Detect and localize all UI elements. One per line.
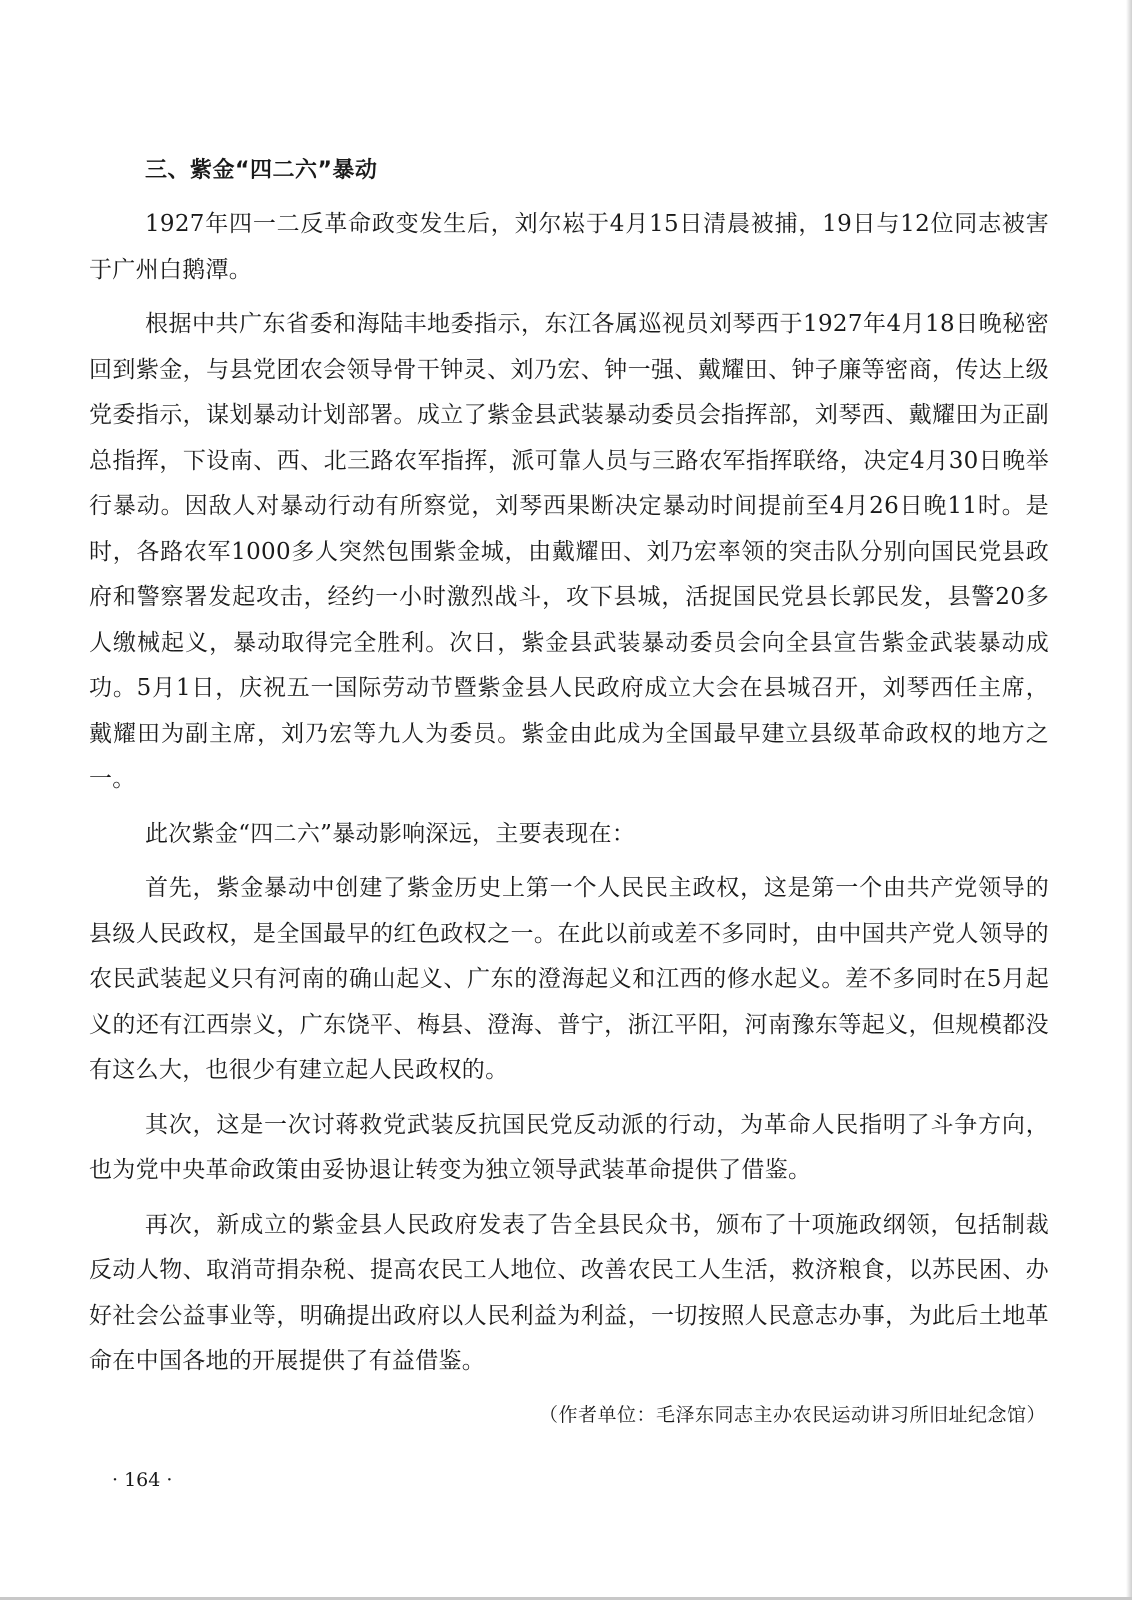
paragraph-3: 此次紫金“四二六”暴动影响深远，主要表现在： bbox=[145, 820, 636, 847]
paragraph-1: 1927年四一二反革命政变发生后，刘尔崧于4月15日清晨被捕，19日与12位同志被害于广州白鹅潭。 bbox=[89, 211, 1049, 283]
author-affiliation: （作者单位：毛泽东同志主办农民运动讲习所旧址纪念馆） bbox=[538, 1404, 1046, 1426]
section-heading: 三、紫金“四二六”暴动 bbox=[145, 158, 378, 183]
page-edge-shadow bbox=[1126, 0, 1132, 1600]
paragraph-6: 再次，新成立的紫金县人民政府发表了告全县民众书，颁布了十项施政纲领，包括制裁反动人物、取消苛捐杂税、提高农民工人地位、改善农民工人生活，救济粮食，以苏民困、办好社会公益事业等，明确提出政府以人民利益为利益，一切按照人民意志办事，为此后土地革命在中国各地的开展提供了有益借鉴。 bbox=[89, 1211, 1049, 1374]
paragraph-5: 其次，这是一次讨蒋救党武装反抗国民党反动派的行动，为革命人民指明了斗争方向，也为党中央革命政策由妥协退让转变为独立领导武装革命提供了借鉴。 bbox=[89, 1111, 1049, 1183]
article-body bbox=[89, 148, 1049, 1394]
paragraph-2: 根据中共广东省委和海陆丰地委指示，东江各属巡视员刘琴西于1927年4月18日晚秘密回到紫金，与县党团农会领导骨干钟灵、刘乃宏、钟一强、戴耀田、钟子廉等密商，传达上级党委指示，谋划暴动计划部署。成立了紫金县武装暴动委员会指挥部，刘琴西、戴耀田为正副总指挥，下设南、西、北三路农军指挥，派可靠人员与三路农军指挥联络，决定4月30日晚举行暴动。因敌人对暴动行动有所察觉，刘琴西果断决定暴动时间提前至4月26日晚11时。是时，各路农军1000多人突然包围紫金城，由戴耀田、刘乃宏率领的突击队分别向国民党县政府和警察署发起攻击，经约一小时激烈战斗，攻下县城，活捉国民党县长郭民发，县警20多人缴械起义，暴动取得完全胜利。次日，紫金县武装暴动委员会向全县宣告紫金武装暴动成功。5月1日，庆祝五一国际劳动节暨紫金县人民政府成立大会在县城召开，刘琴西任主席，戴耀田为副主席，刘乃宏等九人为委员。紫金由此成为全国最早建立县级革命政权的地方之一。 bbox=[89, 311, 1049, 792]
paragraph-4: 首先，紫金暴动中创建了紫金历史上第一个人民民主政权，这是第一个由共产党领导的县级人民政权，是全国最早的红色政权之一。在此以前或差不多同时，由中国共产党人领导的农民武装起义只有河南的确山起义、广东的澄海起义和江西的修水起义。差不多同时在5月起义的还有江西崇义，广东饶平、梅县、澄海、普宁，浙江平阳，河南豫东等起义，但规模都没有这么大，也很少有建立起人民政权的。 bbox=[89, 875, 1049, 1083]
page-number: · 164 · bbox=[112, 1469, 173, 1491]
